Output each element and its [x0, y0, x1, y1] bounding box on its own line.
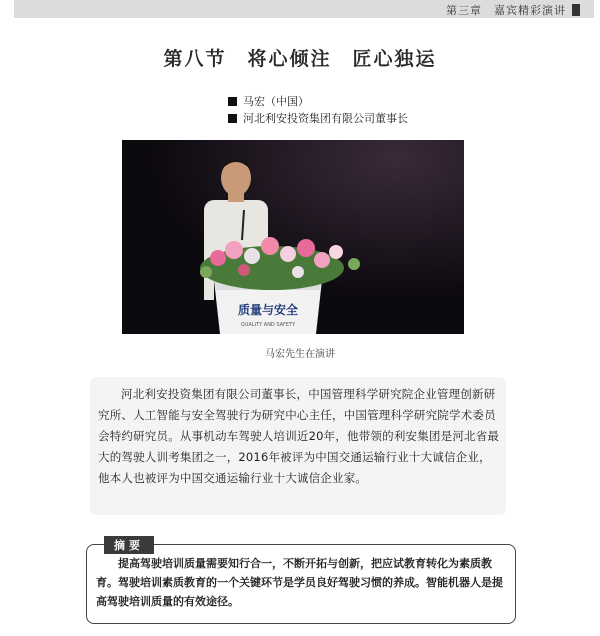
section-title: 第八节 将心倾注 匠心独运 — [163, 48, 437, 70]
chapter-header — [14, 0, 594, 18]
byline-name-text: 马宏（中国） — [243, 95, 309, 108]
byline-position — [228, 110, 408, 126]
speaker-photo — [122, 140, 464, 334]
chapter-marker — [572, 4, 580, 16]
speaker-photo-illustration — [122, 140, 464, 334]
podium-subtitle: QUALITY AND SAFETY — [240, 322, 296, 328]
podium-title: 质量与安全 — [237, 303, 299, 317]
byline-name — [228, 93, 309, 109]
bullet-square-icon — [228, 97, 237, 106]
chapter-label — [446, 2, 580, 18]
chapter-text: 第三章 嘉宾精彩演讲 — [446, 4, 566, 17]
abstract-text: 提高驾驶培训质量需要知行合一，不断开拓与创新，把应试教育转化为素质教育。驾驶培训素质教育的一个关键环节是学员良好驾驶习惯的养成。智能机器人是提高驾驶培训质量的有效途径。 — [96, 557, 503, 608]
photo-caption: 马宏先生在演讲 — [265, 349, 335, 360]
speaker-bio: 河北利安投资集团有限公司董事长，中国管理科学研究院企业管理创新研究所、人工智能与安全驾驶行为研究中心主任，中国管理科学研究院学术委员会特约研究员。从事机动车驾驶人培训近20年，他带领的利安集团是河北省最大的驾驶人训考集团之一，2016年被评为中国交通运输行业十大诚信企业，他本人也被评为中国交通运输行业十大诚信企业家。 — [98, 387, 500, 485]
bullet-square-icon — [228, 114, 237, 123]
abstract-label: 摘要 — [104, 536, 154, 554]
byline-position-text: 河北利安投资集团有限公司董事长 — [243, 112, 408, 125]
